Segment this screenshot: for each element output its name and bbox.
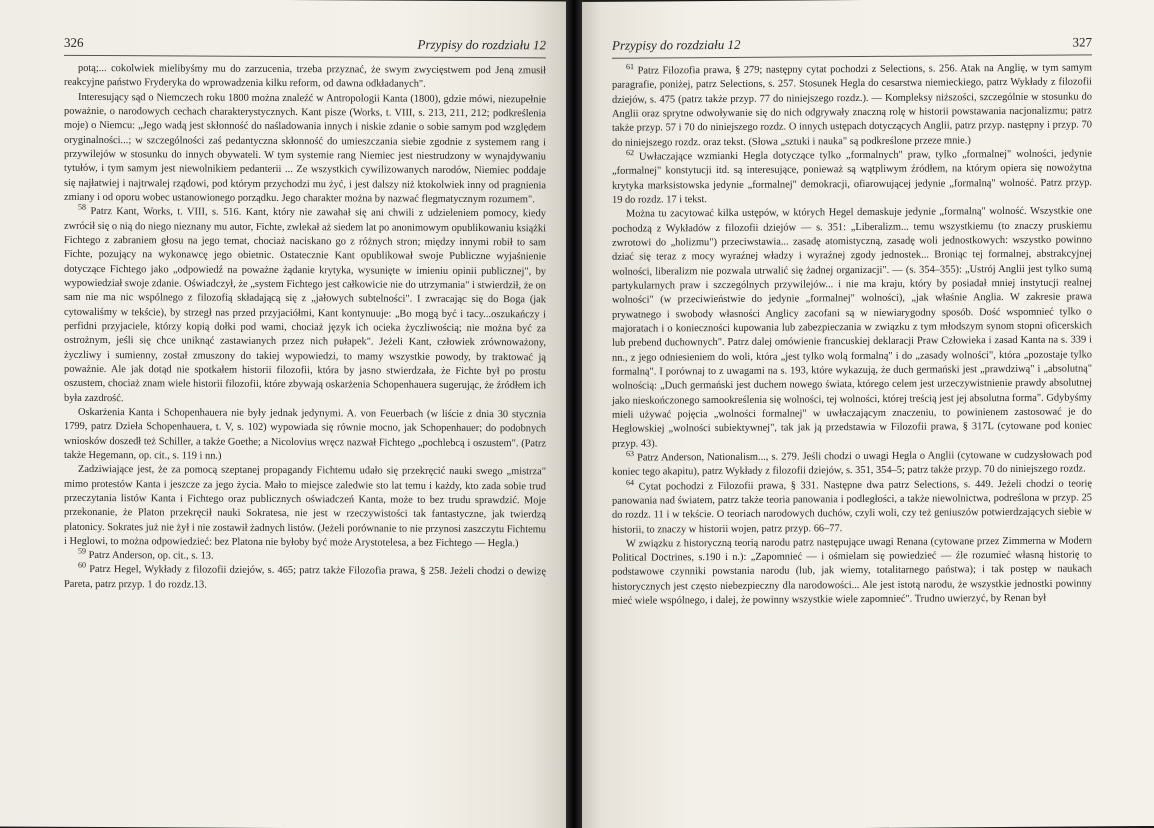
paragraph-text: Patrz Hegel, Wykłady z filozofii dziejów, s. 465; patrz także Filozofia prawa, § 258. Jeżeli chodzi o dewizę Pareta, patrz przyp. 1 do rozdz.13. (64, 564, 546, 591)
paragraph (64, 62, 546, 93)
book-gutter (566, 0, 582, 828)
paragraph-text: Zadziwiające jest, że za pomocą szeptanej propagandy Fichtemu udało się przekręcić nauki swego „mistrza" mimo protestów Kanta i jeszcze za jego życia. Mało to miejsce zaledwie sto lat temu i każdy, kto zada sobie trud przeczytania listów Kanta i Fichtego oraz publicznych oświadczeń Kanta, może to bez trudu sprawdzić. Moje przekonanie, że Platon przekręcił nauki Sokratesa, nie jest w rzeczywistości tak fantastyczne, jak twierdzą platonicy. Sokrates już nie żył i nie zostawił żadnych listów. (Jeżeli porównanie to nie przynosi zaszczytu Fichtemu i Heglowi, to można odpowiedzieć: bez Platona nie byłoby być może Arystotelesa, a bez Fichtego — Hegla.) (64, 464, 546, 550)
paragraph (64, 560, 546, 594)
left-page (0, 0, 572, 828)
paragraph-text: Patrz Anderson, op. cit., s. 13. (88, 550, 214, 562)
right-running-title: Przypisy do rozdziału 12 (612, 36, 741, 53)
paragraph-text: Interesujący sąd o Niemczech roku 1800 można znaleźć w Antropologii Kanta (1800), gdzie mówi, niezupełnie poważnie, o narodowych cechach charakterystycznych. Kant pisze (Works, t. VIII, s. 213, 211, 212; podkreślenia moje) o Niemcu: „Jego wadą jest skłonność do naśladowania innych i niskie zdanie o sobie samym pod względem oryginalności...; w szczególności zaś pedantyczna skłonność do umieszczania siebie zgodnie z systemem rang i przywilejów w stosunku do innych obywateli. W tym systemie rang Niemiec jest niestrudzony w wynajdywaniu tytułów, i tym samym jest niewolnikiem pedanterii ... Ze wszystkich cywilizowanych narodów, Niemiec poddaje się najłatwiej i najtrwalej rządowi, pod którym przychodzi mu żyć, i jest dalszy niż ktokolwiek inny od pragnienia zmiany i od oporu wobec ustanowionego porządku. Jego charakter można by nazwać flegmatycznym rozumem". (64, 91, 546, 206)
paragraph (64, 90, 546, 207)
left-page-text (64, 62, 546, 595)
right-running-head (612, 34, 1092, 58)
right-page-text (612, 61, 1092, 609)
right-page-number: 327 (1072, 34, 1092, 50)
paragraph-text: Patrz Filozofia prawa, § 279; następny cytat pochodzi z Selections, s. 256. Atak na Anglię, w tym samym paragrafie, poniżej, patrz Selections, s. 257. Stosunek Hegla do cesarstwa niemieckiego, patrz Wykłady z filozofii dziejów, s. 475 (patrz także przyp. 77 do niniejszego rozdz.). — Kompleksy niższości, szczególnie w stosunku do Anglii oraz sprytne odwoływanie się do nich odgrywały znaczną rolę w historii powstawania nacjonalizmu; patrz także przyp. 57 i 70 do niniejszego rozdz. O innych ustępach dotyczących Anglii, patrz przyp. następny i przyp. 70 do niniejszego rozdz. oraz tekst. (Słowa „sztuki i nauka" są podkreślone przeze mnie.) (612, 62, 1092, 149)
left-page-number: 326 (64, 34, 84, 50)
paragraph (612, 61, 1092, 150)
paragraph-text: Patrz Kant, Works, t. VIII, s. 516. Kant, który nie zawahał się ani chwili z udzieleniem pomocy, kiedy zwrócił się o nią do niego nieznany mu autor, Fichte, zwlekał aż siedem lat po anonimowym opublikowaniu książki Fichtego z zabraniem głosu na jego temat, chociaż naciskano go z różnych stron; między innymi robił to sam Fichte, pozujący na wykonawcę jego obietnic. Ostatecznie Kant opublikował swoje Publiczne wyjaśnienie dotyczące Fichtego jako „odpowiedź na poważne żądanie krytyka, wysunięte w imieniu opinii publicznej", by wypowiedział swoje zdanie. Oświadczył, że „system Fichtego jest całkowicie nie do utrzymania" i stwierdził, że on sam nie ma nic wspólnego z filozofią składającą się z „jałowych subtelności". I zwracając się do Boga (jak cytowaliśmy w tekście), by strzegł nas przed przyjaciółmi, Kant kontynuuje: „Bo mogą być i tacy...oszukańczy i perfidni przyjaciele, którzy kopią dołki pod wami, chociaż język ich ocieka życzliwością; nie można być za ostrożnym, jeśli się chce uniknąć zastawianych przez nich pułapek". Jeżeli Kant, człowiek zrównoważony, życzliwy i sumienny, został zmuszony do takiej wypowiedzi, to mamy wszystkie powody, by traktować ją poważnie. Ale jak dotąd nie spotkałem historii filozofii, która by jasno stwierdzała, że Fichte był po prostu oszustem, chociaż znam wiele historii filozofii, które zbywają oskarżenia Schopenhauera sugerując, że źródłem ich była zazdrość. (64, 206, 546, 404)
paragraph (64, 202, 546, 408)
footnote-number: 63 (626, 448, 634, 459)
footnote-number: 58 (78, 202, 86, 212)
footnote-number: 62 (626, 148, 634, 158)
paragraph-text: Oskarżenia Kanta i Schopenhauera nie były jednak jedynymi. A. von Feuerbach (w liście z dnia 30 stycznia 1799, patrz Dzieła Schopenhauera, t. V, s. 102) wypowiada się równie mocno, jak Schopenhauer; do podobnych wniosków doszedł też Schiller, a także Goethe; a Nicolovius wręcz nazwał Fichtego „pochlebcą i oszustem". (Patrz także Hegemann, op. cit., s. 119 i nn.) (64, 406, 546, 462)
paragraph-text: potą;... cokolwiek mielibyśmy mu do zarzucenia, trzeba przyznać, że swym zwycięstwem pod Jeną zmusił reakcyjne państwo Fryderyka do wprowadzenia kilku reform, od dawna odkładanych". (64, 62, 546, 91)
paragraph (612, 147, 1092, 208)
paragraph (64, 406, 546, 466)
paragraph-text: Cytat pochodzi z Filozofii prawa, § 331. Następne dwa patrz Selections, s. 449. Jeżeli chodzi o teorię panowania nad światem, patrz także teoria panowania i podległości, a także niewolnictwa, podreślona w przyp. 25 do rozdz. 11 i w tekście. O teoriach narodowych duchów, czyli woli, czy też geniuszów potwierdzających siebie w historii, to znaczy w historii wojen, patrz przyp. 66–77. (612, 477, 1092, 536)
footnote-number: 61 (626, 62, 634, 72)
footnote-number: 64 (626, 477, 634, 487)
paragraph (612, 534, 1092, 609)
left-running-title: Przypisy do rozdziału 12 (417, 36, 546, 53)
paragraph (612, 448, 1092, 480)
paragraph (64, 463, 546, 551)
left-running-head (64, 35, 546, 59)
paragraph (612, 477, 1092, 538)
paragraph-text: Można tu zacytować kilka ustępów, w których Hegel demaskuje jedynie „formalną" wolność. Wszystkie one pochodzą z Wykładów z filozofii dziejów — s. 351: „Liberalizm... temu wszystkiemu (to znaczy pruskiemu zwrotowi do „holizmu") przeciwstawia... zasadę atomistyczną, zasadę woli jednostkowych: wszystko powinno dziać się teraz z mocy wyraźnej władzy i wyraźnej zgody jednostek... Broniąc tej formalnej, abstrakcyjnej wolności, liberalizm nie pozwala utrwalić się żadnej organizacji". — (s. 354–355): „Ustrój Anglii jest tylko sumą partykularnych praw i szczególnych przywilejów... i nie ma kraju, który by posiadał mniej instytucji realnej wolności" (w przeciwieństwie do jedynie „formalnej" wolności), „jak właśnie Anglia. W zakresie prawa prywatnego i swobody własności Anglicy zacofani są w niewiarygodny sposób. Dość wspomnieć tylko o majoratach i o konieczności kupowania lub zabezpieczania w związku z tym młodszym synom stopni oficerskich lub prebend duchownych". Patrz dalej omówienie francuskiej deklaracji Praw Człowieka i zasad Kanta na s. 339 i nn., z jego odniesieniem do woli, która „jest tylko wolą formalną" i do „zasady wolności", która „pozostaje tylko formalną". I porównaj to z uwagami na s. 193, które wykazują, że duch germański jest „prawdziwą" i „absolutną" wolnością: „Duch germański jest duchem nowego świata, którego celem jest urzeczywistnienie prawdy absolutnej jako nieskończonego samookreślenia się wolności, tej wolności, której treścią jest jej absolutna forma". Gdybyśmy mieli używać pojęcia „wolności formalnej" w uwłaczającym znaczeniu, to powinienem zastosować je do Heglowskiej „wolności subiektywnej", tak jak ją przedstawia w Filozofii prawa, § 317L (cytowane pod koniec przyp. 43). (612, 205, 1092, 450)
paragraph-text: W związku z historyczną teorią narodu patrz następujące uwagi Renana (cytowane przez Zimmerna w Modern Political Doctrines, s.190 i n.): „Zapomnieć — i ośmielam się powiedzieć — źle rozumieć własną historię to podstawowe czynniki powstania narodu (lub, jak wiemy, totalitarnego państwa); i tak postęp w naukach historycznych jest często niebezpieczny dla narodowości... Ale jest istotą narodu, że wszystkie jednostki powinny mieć wiele wspólnego, i dalej, że powinny wszystkie wiele zapomnieć". Trudno uwierzyć, by Renan był (612, 535, 1092, 607)
paragraph-text: Uwłaczające wzmianki Hegla dotyczące tylko „formalnych" praw, tylko „formalnej" wolności, jedynie „formalnej" konstytucji itd. są interesujące, ponieważ są wątpliwym źródłem, na którym opiera się nowożytna krytyka marksistowska jedynie „formalnej" demokracji, ofiarowującej jedynie „formalną" wolność. Patrz przyp. 19 do rozdz. 17 i tekst. (612, 148, 1092, 206)
paragraph (612, 205, 1092, 452)
paragraph-text: Patrz Anderson, Nationalism..., s. 279. Jeśli chodzi o uwagi Hegla o Anglii (cytowane w cudzysłowach pod koniec tego akapitu), patrz Wykłady z filozofii dziejów, s. 351, 354–5; patrz także przyp. 70 do niniejszego rozdz. (612, 449, 1092, 478)
footnote-number: 59 (78, 546, 86, 556)
footnote-number: 60 (78, 560, 86, 570)
right-page (572, 0, 1154, 828)
